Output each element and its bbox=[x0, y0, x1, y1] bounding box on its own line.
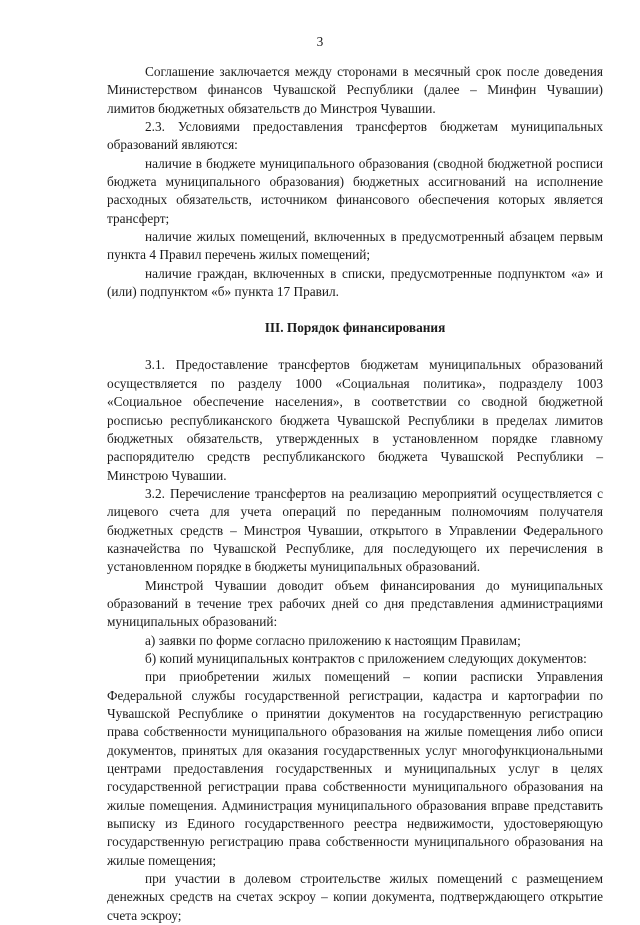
paragraph-2-3-conditions: 2.3. Условиями предоставления трансфертов бюджетам муниципальных образований являются: bbox=[107, 119, 603, 153]
paragraph-condition-citizens: наличие граждан, включенных в списки, предусмотренные подпунктом «а» и (или) подпунктом «б» пункта 17 Правил. bbox=[107, 265, 603, 300]
paragraph-shared-construction: при участии в долевом строительстве жилых помещений с размещением денежных средств на счетах эскроу – копии документа, подтверждающего открытие счета эскроу; bbox=[107, 871, 603, 923]
paragraph-funding-notice: Минстрой Чувашии доводит объем финансирования до муниципальных образований в течение трех рабочих дней со дня представления администрациями муниципальных образований: bbox=[107, 577, 603, 630]
paragraph-condition-budget: наличие в бюджете муниципального образования (сводной бюджетной росписи бюджета муниципального образования) бюджетных ассигнований на исполнение расходных обязательств, источником финансового обеспечения которых является трансферт; bbox=[107, 155, 603, 226]
section-heading-financing: III. Порядок финансирования bbox=[264, 320, 446, 336]
page-number: 3 bbox=[316, 34, 324, 49]
document-body bbox=[107, 63, 603, 925]
paragraph-condition-housing: наличие жилых помещений, включенных в предусмотренный абзацем первым пункта 4 Правил перечень жилых помещений; bbox=[107, 229, 603, 263]
paragraph-3-1: 3.1. Предоставление трансфертов бюджетам муниципальных образований осуществляется по разделу 1000 «Социальная политика», подразделу 1003 «Социальное обеспечение населения», в соответствии со сводной бюджетной росписью республиканского бюджета Чувашской Республики в пределах лимитов бюджетных обязательств, утвержденных в установленном порядке главному распорядителю средств республиканского бюджета Чувашской Республики – Минстрою Чувашии. bbox=[107, 357, 603, 483]
paragraph-agreement-term: Соглашение заключается между сторонами в месячный срок после доведения Министерством финансов Чувашской Республики (далее – Минфин Чувашии) лимитов бюджетных обязательств до Минстроя Чувашии. bbox=[107, 64, 603, 116]
paragraph-housing-purchase: при приобретении жилых помещений – копии расписки Управления Федеральной службы государственной регистрации, кадастра и картографии по Чувашской Республике о принятии документов на государственную регистрацию права собственности муниципального образования на жилые помещения либо описи документов, принятых для оказания государственных услуг многофункциональными центрами предоставления государственных и муниципальных услуг в целях государственной регистрации права собственности муниципального образования на жилые помещения. Администрация муниципального образования вправе представить выписку из Единого государственного реестра недвижимости, удостоверяющую государственную регистрацию права собственности муниципального образования на жилые помещения; bbox=[107, 669, 603, 868]
paragraph-3-2: 3.2. Перечисление трансфертов на реализацию мероприятий осуществляется с лицевого счета для учета операций по переданным полномочиям получателя бюджетных средств – Минстроя Чувашии, открытого в Управлении Федерального казначейства по Чувашской Республике, для последующего их перечисления в установленном порядке в бюджеты муниципальных образований. bbox=[107, 485, 603, 575]
paragraph-item-a: а) заявки по форме согласно приложению к настоящим Правилам; bbox=[145, 632, 521, 648]
paragraph-item-b: б) копий муниципальных контрактов с приложением следующих документов: bbox=[145, 650, 587, 666]
